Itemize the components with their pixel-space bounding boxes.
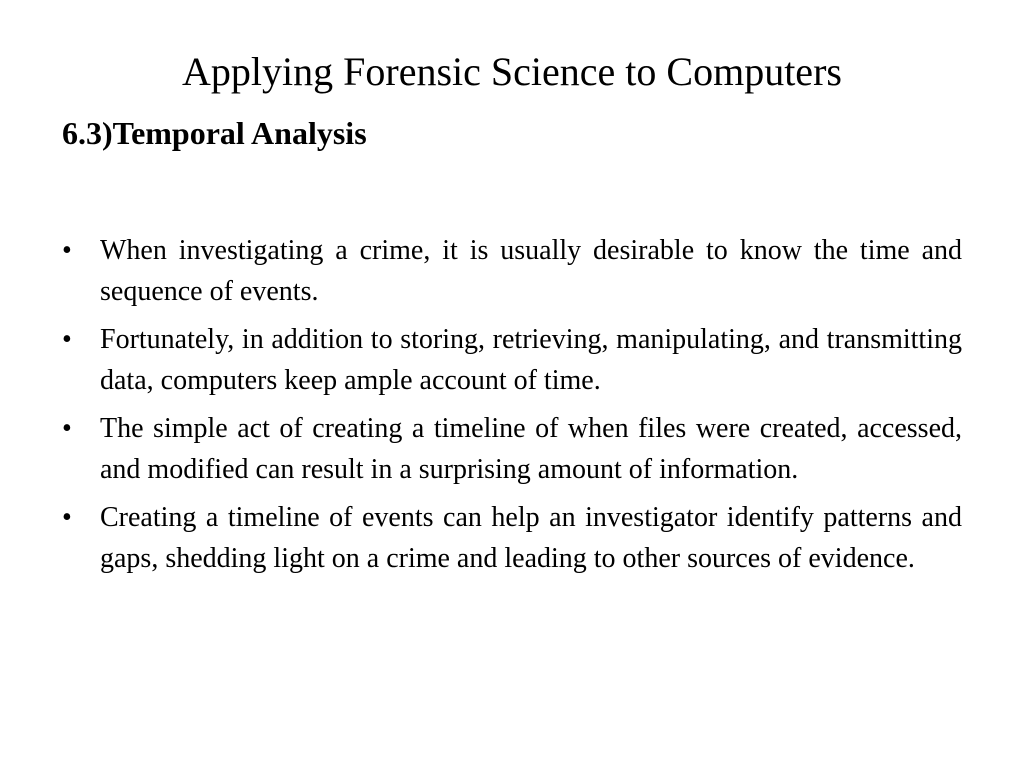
bullet-text: When investigating a crime, it is usually desirable to know the time and sequence of events.: [100, 235, 962, 307]
bullet-item-4: [62, 497, 962, 579]
bullet-list: [62, 230, 962, 586]
bullet-dot-icon: •: [62, 324, 72, 355]
bullet-dot-icon: •: [62, 502, 72, 533]
bullet-text: Fortunately, in addition to storing, retrieving, manipulating, and transmitting data, computers keep ample account of time.: [100, 324, 962, 396]
bullet-dot-icon: •: [62, 413, 72, 444]
bullet-text: The simple act of creating a timeline of when files were created, accessed, and modified can result in a surprising amount of information.: [100, 413, 962, 485]
bullet-item-2: [62, 319, 962, 401]
slide-title: Applying Forensic Science to Computers: [182, 49, 842, 94]
bullet-text: Creating a timeline of events can help an investigator identify patterns and gaps, shedding light on a crime and leading to other sources of evidence.: [100, 502, 962, 574]
section-heading: 6.3)Temporal Analysis: [62, 115, 367, 151]
bullet-item-1: [62, 230, 962, 312]
bullet-item-3: [62, 408, 962, 490]
bullet-dot-icon: •: [62, 235, 72, 266]
